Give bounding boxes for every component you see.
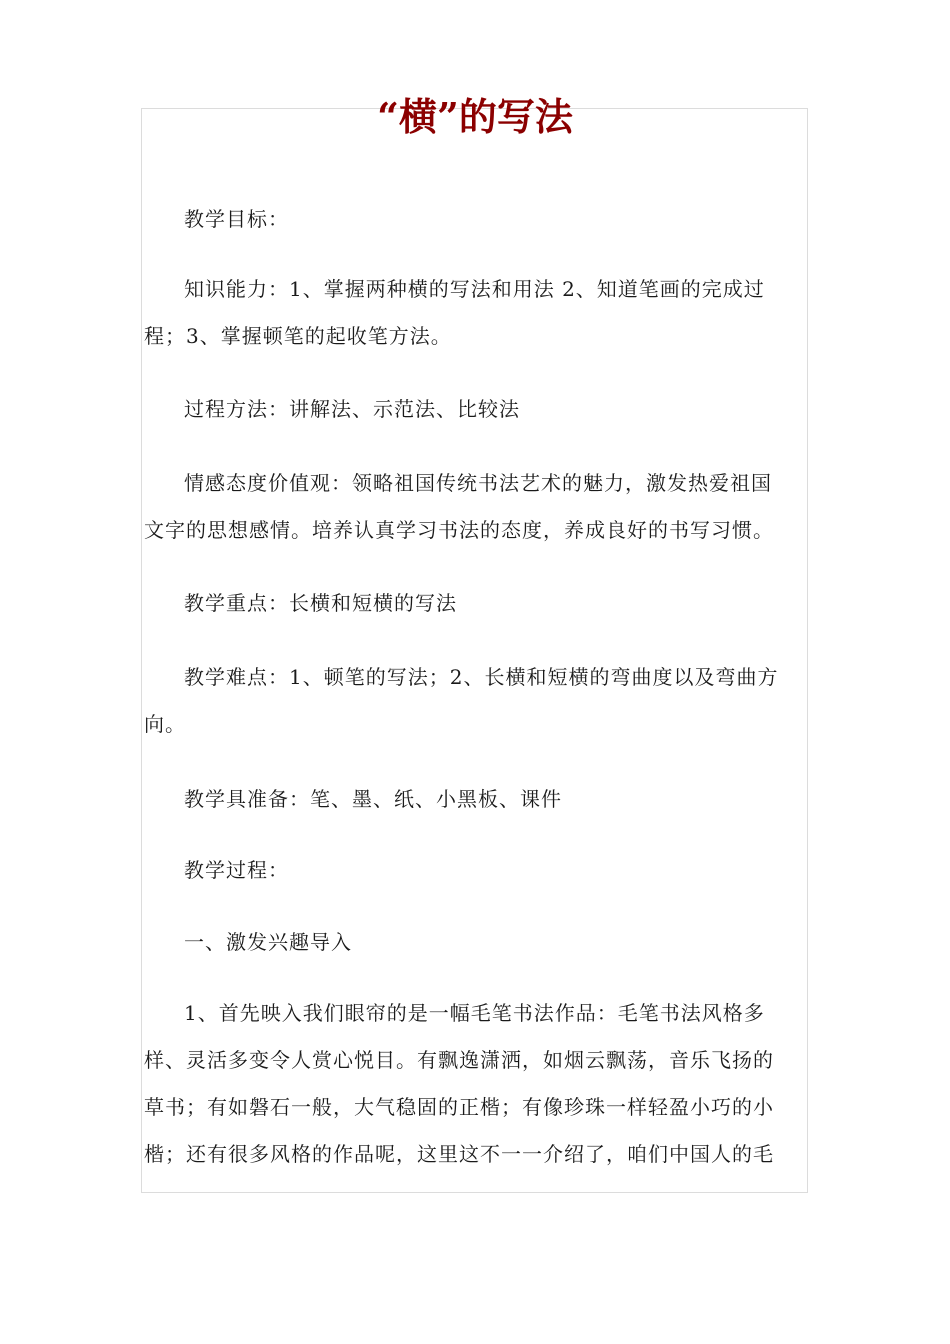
paragraph-line: 教学目标： xyxy=(184,207,289,231)
paragraph-line: 知识能力：1、掌握两种横的写法和用法 2、知道笔画的完成过 xyxy=(184,277,765,301)
paragraph-line: 草书；有如磐石一般，大气稳固的正楷；有像珍珠一样轻盈小巧的小 xyxy=(144,1095,774,1119)
paragraph-teaching-goals xyxy=(144,196,816,243)
paragraph-line: 教学难点：1、顿笔的写法；2、长横和短横的弯曲度以及弯曲方 xyxy=(184,665,779,689)
section-heading-introduction xyxy=(144,919,816,966)
paragraph-line: 向。 xyxy=(144,712,186,736)
paragraph-teaching-process xyxy=(144,847,816,894)
paragraph-line: 教学具准备：笔、墨、纸、小黑板、课件 xyxy=(184,787,562,811)
paragraph-process-method xyxy=(144,386,816,433)
paragraph-line: 过程方法：讲解法、示范法、比较法 xyxy=(184,397,520,421)
paragraph-line: 文字的思想感情。培养认真学习书法的态度，养成良好的书写习惯。 xyxy=(144,518,774,542)
paragraph-intro-body xyxy=(144,990,816,1178)
paragraph-line: 程；3、掌握顿笔的起收笔方法。 xyxy=(144,324,452,348)
paragraph-line: 楷；还有很多风格的作品呢，这里这不一一介绍了，咱们中国人的毛 xyxy=(144,1142,774,1166)
document-title: “横”的写法 xyxy=(377,94,573,139)
paragraph-line: 教学过程： xyxy=(184,858,289,882)
paragraph-difficulties xyxy=(144,654,816,748)
paragraph-materials xyxy=(144,776,816,823)
paragraph-line: 教学重点：长横和短横的写法 xyxy=(184,591,457,615)
paragraph-knowledge-ability xyxy=(144,266,816,360)
paragraph-key-points xyxy=(144,580,816,627)
paragraph-line: 一、激发兴趣导入 xyxy=(184,930,352,954)
paragraph-emotion-values xyxy=(144,460,816,554)
paragraph-line: 样、灵活多变令人赏心悦目。有飘逸潇洒，如烟云飘荡，音乐飞扬的 xyxy=(144,1048,774,1072)
paragraph-line: 1、首先映入我们眼帘的是一幅毛笔书法作品：毛笔书法风格多 xyxy=(184,1001,765,1025)
paragraph-line: 情感态度价值观：领略祖国传统书法艺术的魅力，激发热爱祖国 xyxy=(184,471,772,495)
